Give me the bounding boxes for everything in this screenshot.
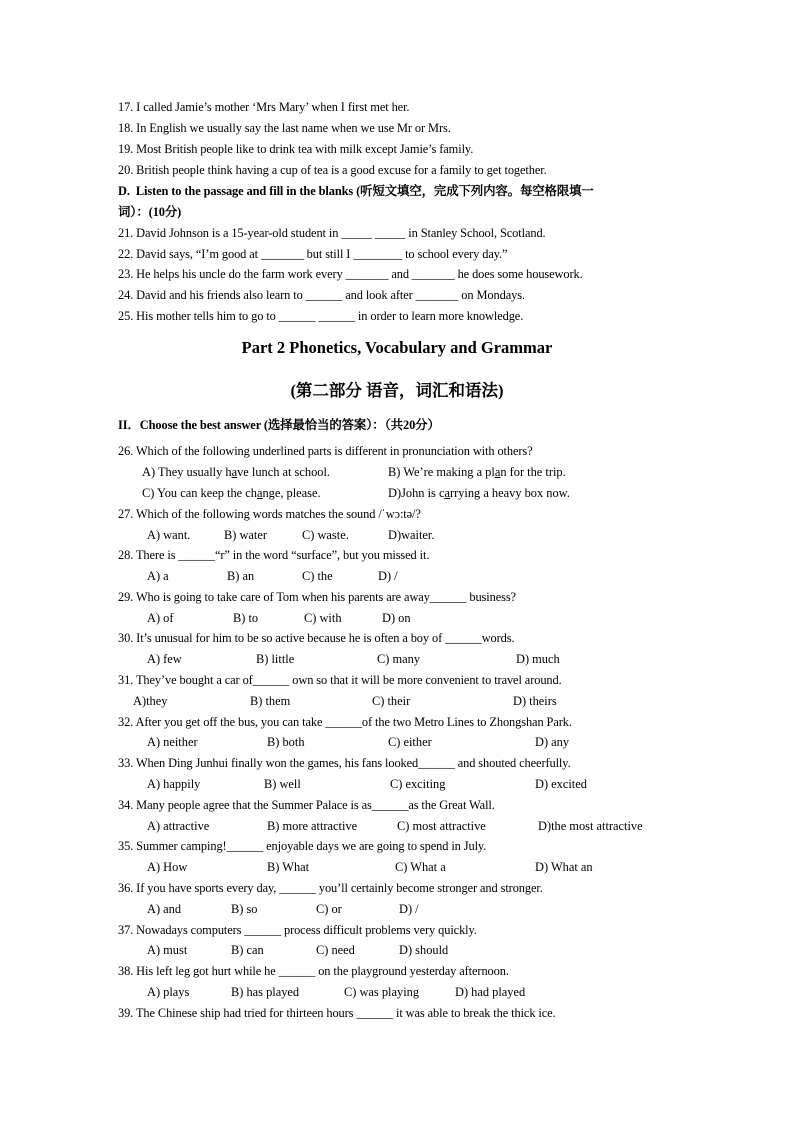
question-29: 29. Who is going to take care of Tom when his parents are away______ business?: [118, 590, 516, 604]
option-32d: D) any: [535, 735, 570, 749]
question-35: 35. Summer camping!______ enjoyable days we are going to spend in July.: [118, 839, 487, 853]
question-37: 37. Nowadays computers ______ process difficult problems very quickly.: [118, 923, 477, 937]
option-26d: D)John is carrying a heavy box now.: [388, 486, 570, 500]
option-36a: A) and: [147, 902, 182, 916]
option-29b: B) to: [233, 611, 259, 625]
option-33a: A) happily: [147, 777, 201, 791]
fill-item-22: 22. David says, “I’m good at _______ but still I ________ to school every day.”: [118, 247, 508, 261]
option-38c: C) was playing: [344, 985, 420, 999]
option-34a: A) attractive: [147, 819, 210, 833]
option-35d: D) What an: [535, 860, 593, 874]
option-26a: A) They usually have lunch at school.: [142, 465, 330, 479]
option-31b: B) them: [250, 694, 291, 708]
option-31c: C) their: [372, 694, 411, 708]
part2-title: Part 2 Phonetics, Vocabulary and Grammar: [241, 338, 553, 357]
option-31a: A)they: [133, 694, 168, 708]
option-32b: B) both: [267, 735, 305, 749]
option-35a: A) How: [147, 860, 188, 874]
statement-18: 18. In English we usually say the last name when we use Mr or Mrs.: [118, 121, 451, 135]
question-32: 32. After you get off the bus, you can take ______of the two Metro Lines to Zhongshan Park.: [118, 715, 572, 729]
statement-20: 20. British people think having a cup of tea is a good excuse for a family to get together.: [118, 163, 547, 177]
option-28a: A) a: [147, 569, 169, 583]
option-38d: D) had played: [455, 985, 526, 999]
question-31: 31. They’ve bought a car of______ own so that it will be more convenient to travel around.: [118, 673, 562, 687]
fill-item-21: 21. David Johnson is a 15-year-old student in _____ _____ in Stanley School, Scotland.: [118, 226, 546, 240]
fill-item-25: 25. His mother tells him to go to ______ ______ in order to learn more knowledge.: [118, 309, 524, 323]
option-28d: D) /: [378, 569, 398, 583]
question-36: 36. If you have sports every day, ______ you’ll certainly become stronger and stronger.: [118, 881, 543, 895]
option-30b: B) little: [256, 652, 295, 666]
statement-19: 19. Most British people like to drink tea with milk except Jamie’s family.: [118, 142, 474, 156]
option-37a: A) must: [147, 943, 188, 957]
option-38b: B) has played: [231, 985, 300, 999]
fill-item-23: 23. He helps his uncle do the farm work every _______ and _______ he does some housework.: [118, 267, 583, 281]
option-35b: B) What: [267, 860, 310, 874]
section-d-heading-cont: 词）：(10分): [118, 205, 182, 219]
option-29a: A) of: [147, 611, 174, 625]
option-28b: B) an: [227, 569, 255, 583]
option-30d: D) much: [516, 652, 560, 666]
option-33d: D) excited: [535, 777, 587, 791]
option-38a: A) plays: [147, 985, 190, 999]
option-34b: B) more attractive: [267, 819, 358, 833]
option-29c: C) with: [304, 611, 342, 625]
question-38: 38. His left leg got hurt while he ______ on the playground yesterday afternoon.: [118, 964, 509, 978]
question-39: 39. The Chinese ship had tried for thirteen hours ______ it was able to break the thick ice.: [118, 1006, 556, 1020]
option-30a: A) few: [147, 652, 182, 666]
option-34d: D)the most attractive: [538, 819, 643, 833]
question-33: 33. When Ding Junhui finally won the games, his fans looked______ and shouted cheerfully.: [118, 756, 571, 770]
option-27d: D)waiter.: [388, 528, 435, 542]
option-36d: D) /: [399, 902, 419, 916]
option-32c: C) either: [388, 735, 432, 749]
option-37c: C) need: [316, 943, 355, 957]
option-33c: C) exciting: [390, 777, 446, 791]
option-35c: C) What a: [395, 860, 446, 874]
option-33b: B) well: [264, 777, 301, 791]
option-37d: D) should: [399, 943, 449, 957]
option-31d: D) theirs: [513, 694, 557, 708]
option-27b: B) water: [224, 528, 268, 542]
option-34c: C) most attractive: [397, 819, 486, 833]
section-ii-heading: II．Choose the best answer (选择最恰当的答案）：（共20分）: [118, 418, 440, 432]
option-37b: B) can: [231, 943, 264, 957]
question-34: 34. Many people agree that the Summer Palace is as______as the Great Wall.: [118, 798, 495, 812]
statement-17: 17. I called Jamie’s mother ‘Mrs Mary’ when I first met her.: [118, 100, 410, 114]
option-27c: C) waste.: [302, 528, 349, 542]
option-36c: C) or: [316, 902, 342, 916]
option-29d: D) on: [382, 611, 411, 625]
part2-subtitle: (第二部分 语音，词汇和语法): [290, 381, 504, 400]
question-30: 30. It’s unusual for him to be so active because he is often a boy of ______words.: [118, 631, 515, 645]
question-27: 27. Which of the following words matches the sound /ˈwɔ:tə/?: [118, 507, 421, 521]
option-26c: C) You can keep the change, please.: [142, 486, 321, 500]
option-30c: C) many: [377, 652, 421, 666]
question-26: 26. Which of the following underlined parts is different in pronunciation with others?: [118, 444, 533, 458]
option-26b: B) We’re making a plan for the trip.: [388, 465, 566, 479]
question-28: 28. There is ______“r” in the word “surface”, but you missed it.: [118, 548, 430, 562]
option-32a: A) neither: [147, 735, 198, 749]
section-d-heading: D. Listen to the passage and fill in the blanks (听短文填空，完成下列内容。每空格限填一: [118, 184, 594, 198]
option-36b: B) so: [231, 902, 258, 916]
option-28c: C) the: [302, 569, 333, 583]
option-27a: A) want.: [147, 528, 191, 542]
fill-item-24: 24. David and his friends also learn to ______ and look after _______ on Mondays.: [118, 288, 525, 302]
